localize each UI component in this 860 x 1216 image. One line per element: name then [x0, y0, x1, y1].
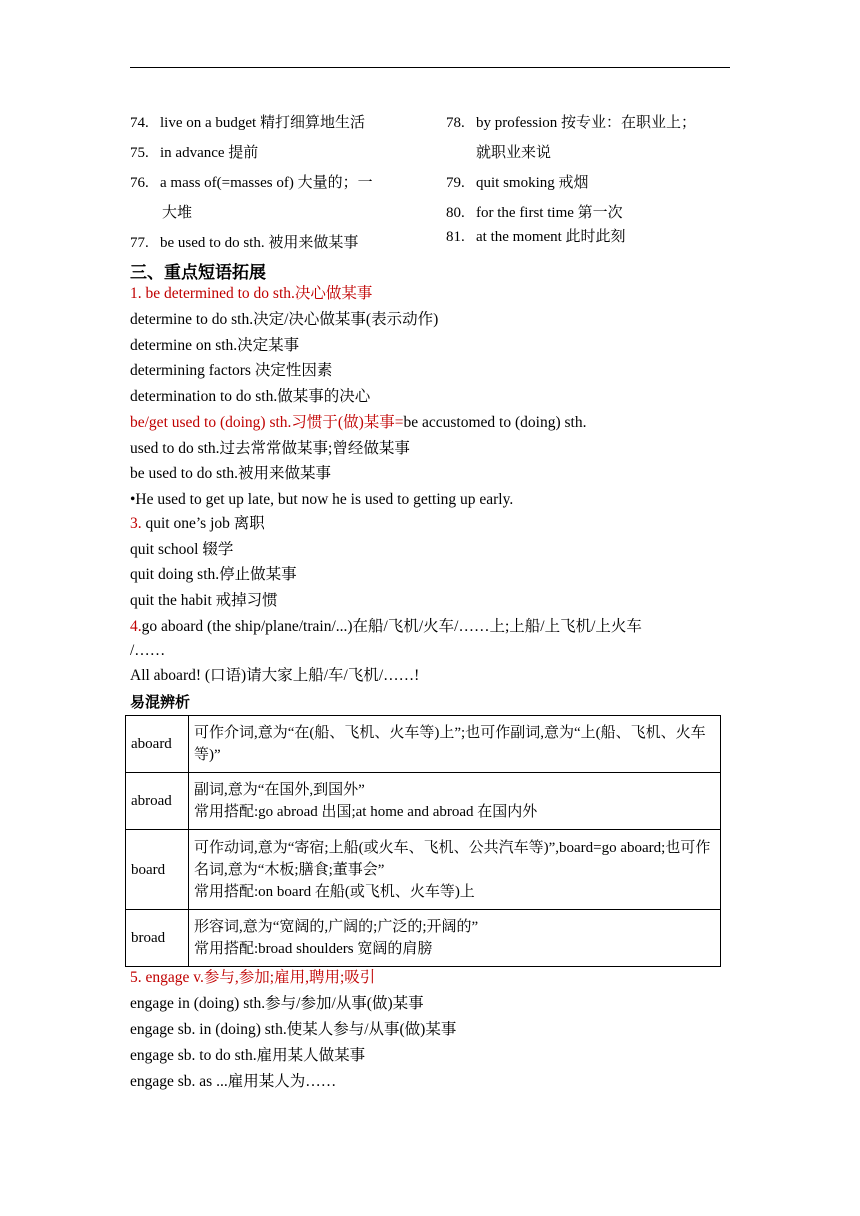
table-desc	[189, 830, 721, 910]
phrase-item-77	[130, 233, 358, 253]
phrase-number: 81.	[446, 229, 465, 245]
entry-line: quit the habit 戒掉习惯	[130, 592, 278, 609]
entry-line: engage sb. in (doing) sth.使某人参与/从事(做)某事	[130, 1021, 457, 1038]
table-row	[126, 773, 721, 830]
table-word: board	[126, 830, 189, 910]
phrase-text: a mass of(=masses of) 大量的；一	[160, 175, 373, 191]
confusion-title: 易混辨析	[130, 693, 191, 711]
entry-line: determination to do sth.做某事的决心	[130, 388, 371, 405]
phrase-item-74	[130, 113, 365, 133]
entry-line	[130, 413, 586, 433]
section-title: 三、重点短语拓展	[130, 263, 266, 283]
phrase-item-81	[446, 227, 626, 247]
entry-rest: quit one’s job 离职	[141, 515, 265, 532]
entry-line: engage in (doing) sth.参与/参加/从事(做)某事	[130, 995, 424, 1012]
phrase-number: 79.	[446, 175, 465, 191]
table-row	[126, 716, 721, 773]
entry-line	[130, 617, 642, 637]
entry-line: engage sb. to do sth.雇用某人做某事	[130, 1047, 366, 1064]
desc-line: 副词,意为“在国外,到国外”	[194, 782, 365, 798]
entry-highlight: be/get used to (doing) sth.习惯于(做)某事=	[130, 414, 404, 431]
desc-line: 常用搭配:go abroad 出国;at home and abroad 在国内外	[194, 804, 538, 820]
entry-line: quit doing sth.停止做某事	[130, 566, 297, 583]
entry-line: be used to do sth.被用来做某事	[130, 465, 332, 482]
entry-line: 1. be determined to do sth.决心做某事	[130, 285, 373, 302]
phrase-continuation: 大堆	[162, 205, 193, 221]
table-word: broad	[126, 910, 189, 967]
phrase-number: 77.	[130, 235, 149, 251]
entry-number: 3.	[130, 515, 142, 532]
entry-line: determining factors 决定性因素	[130, 362, 333, 379]
table-row	[126, 910, 721, 967]
phrase-item-80	[446, 203, 623, 223]
phrase-text: live on a budget 精打细算地生活	[160, 115, 365, 131]
desc-line: 常用搭配:broad shoulders 宽阔的肩膀	[194, 941, 433, 957]
entry-line: determine to do sth.决定/决心做某事(表示动作)	[130, 311, 439, 328]
phrase-item-79	[446, 173, 589, 193]
table-row	[126, 830, 721, 910]
comparison-table	[125, 715, 721, 967]
phrase-text: quit smoking 戒烟	[476, 175, 589, 191]
entry-line: determine on sth.决定某事	[130, 337, 300, 354]
phrase-text: in advance 提前	[160, 145, 259, 161]
phrase-text: by profession 按专业：在职业上；	[476, 115, 696, 131]
entry-line: engage sb. as ...雇用某人为……	[130, 1073, 337, 1090]
entry-line: All aboard! (口语)请大家上船/车/飞机/……!	[130, 667, 420, 684]
phrase-item-76	[130, 173, 373, 193]
entry-line	[130, 514, 265, 534]
entry-number: 4.	[130, 618, 142, 635]
entry-line: /……	[130, 642, 166, 659]
table-word: abroad	[126, 773, 189, 830]
phrase-number: 80.	[446, 205, 465, 221]
table-desc	[189, 773, 721, 830]
header-rule	[130, 67, 730, 68]
table-desc	[189, 716, 721, 773]
phrase-text: be used to do sth. 被用来做某事	[160, 235, 359, 251]
table-desc	[189, 910, 721, 967]
desc-line: 常用搭配:on board 在船(或飞机、火车等)上	[194, 883, 475, 900]
phrase-text: at the moment 此时此刻	[476, 229, 626, 245]
phrase-number: 78.	[446, 115, 465, 131]
entry-rest: go aboard (the ship/plane/train/...)在船/飞机/火车/……上;上船/上飞机/上火车	[141, 618, 642, 635]
entry-line: quit school 辍学	[130, 541, 234, 558]
entry-line: used to do sth.过去常常做某事;曾经做某事	[130, 440, 410, 457]
desc-line: 可作动词,意为“寄宿;上船(或火车、飞机、公共汽车等)”,board=go aboard;也可作名词,意为“木板;膳食;董事会”	[194, 839, 711, 878]
desc-line: 可作介词,意为“在(船、飞机、火车等)上”;也可作副词,意为“上(船、飞机、火车等)”	[194, 725, 706, 763]
entry-rest: be accustomed to (doing) sth.	[403, 414, 587, 431]
phrase-item-75	[130, 143, 258, 163]
table-word: aboard	[126, 716, 189, 773]
phrase-continuation: 就职业来说	[476, 145, 552, 161]
phrase-text: for the first time 第一次	[476, 205, 623, 221]
entry-line: 5. engage v.参与,参加;雇用,聘用;吸引	[130, 969, 376, 986]
desc-line: 形容词,意为“宽阔的,广阔的;广泛的;开阔的”	[194, 919, 479, 935]
phrase-number: 74.	[130, 115, 149, 131]
phrase-number: 76.	[130, 175, 149, 191]
phrase-number: 75.	[130, 145, 149, 161]
example-sentence: •He used to get up late, but now he is used to getting up early.	[130, 491, 514, 508]
phrase-item-78	[446, 113, 696, 133]
